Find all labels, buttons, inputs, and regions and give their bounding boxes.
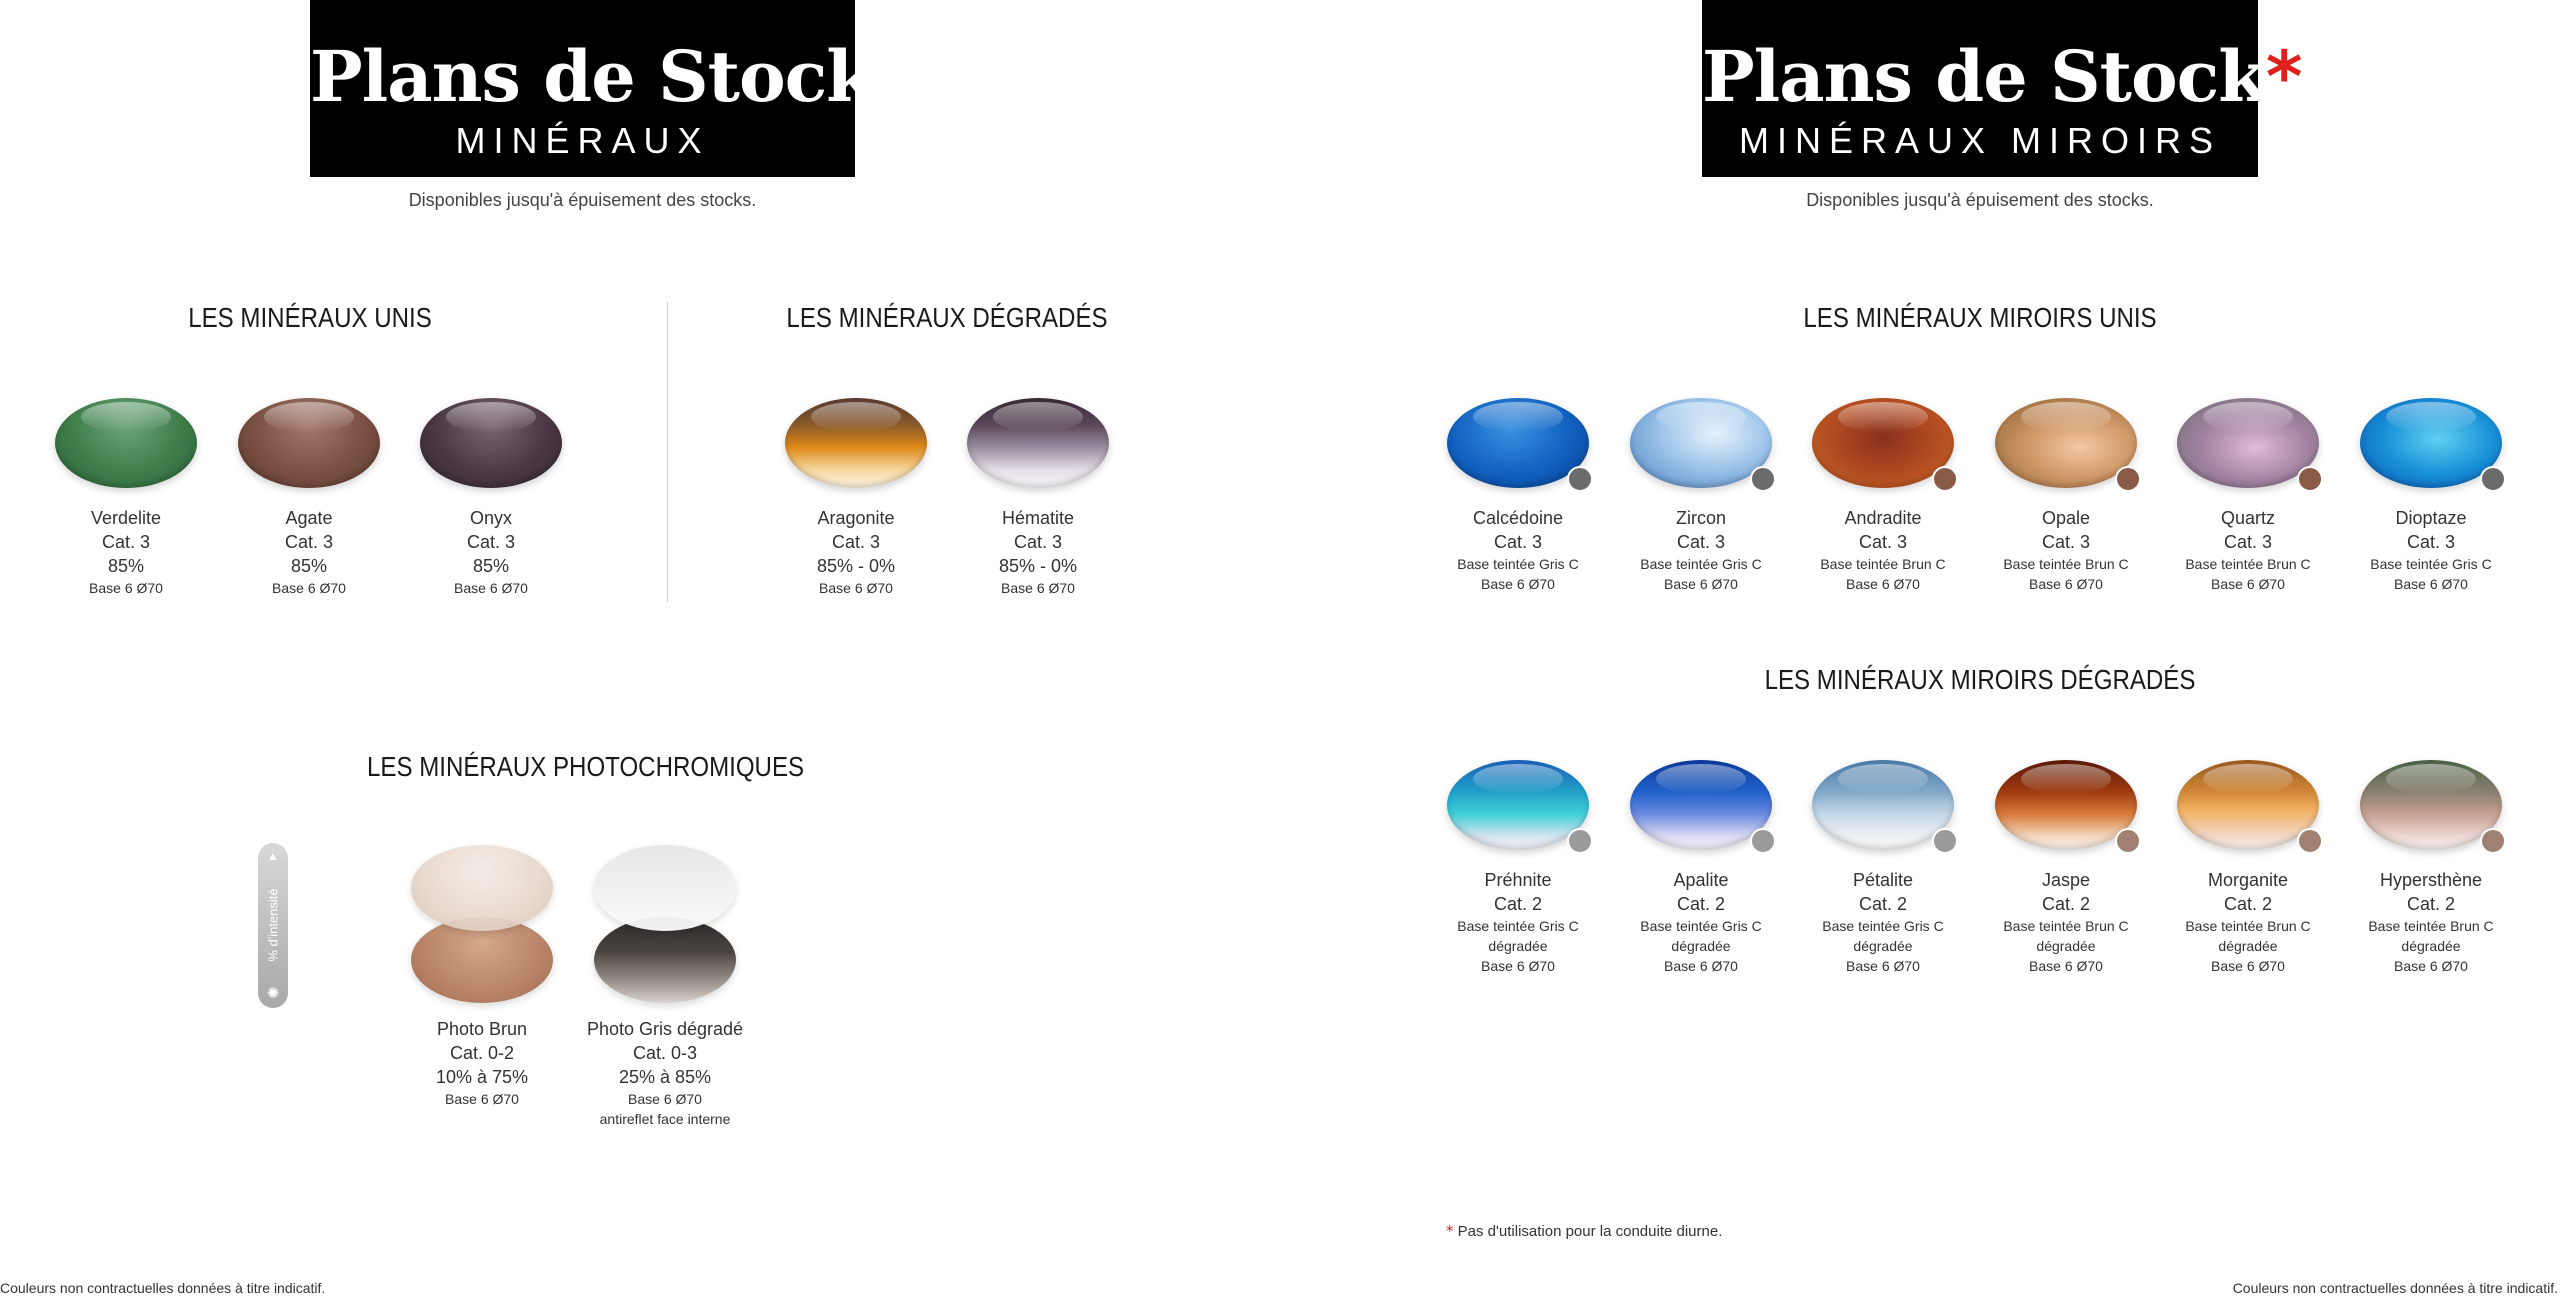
lens-extra: antireflet face interne [599,1111,731,1127]
base-tint-dot [2115,466,2141,492]
lens-item-verdelite [36,398,216,597]
lens-name: Dioptaze [2395,508,2467,528]
lens-swatch [2360,760,2502,850]
lens-base: Base 6 Ø70 [2029,958,2103,974]
lens-item-zircon [1611,398,1791,593]
lens-base: Base 6 Ø70 [2394,576,2468,592]
base-tint-dot [1932,466,1958,492]
lens-base: Base 6 Ø70 [2211,576,2285,592]
lens-percentage: 85% - 0% [998,556,1078,576]
lens-base-tint: Base teintée Gris C [2370,556,2492,572]
lens-name: Apalite [1673,870,1729,890]
lens-category: Cat. 3 [831,532,881,552]
lens-base: Base 6 Ø70 [819,580,893,596]
left-title-banner [310,0,874,177]
mirror-unis-title: LES MINÉRAUX MIROIRS UNIS [1803,302,2157,333]
lens-swatch [785,398,927,488]
lens-item-morganite [2158,760,2338,975]
lens-base: Base 6 Ø70 [1846,958,1920,974]
lens-name: Quartz [2220,508,2276,528]
intensity-slider-graphic [258,843,288,1008]
minerals-degrades-title: LES MINÉRAUX DÉGRADÉS [786,302,1108,333]
lens-base-tint: Base teintée Brun C [2368,918,2494,934]
photochromic-swatch [594,845,736,1005]
lens-name: Andradite [1844,508,1922,528]
lens-item-opale [1976,398,2156,593]
lens-percentage: 25% à 85% [618,1067,712,1087]
lens-category: Cat. 2 [1676,894,1726,914]
lens-base: Base 6 Ø70 [1664,958,1738,974]
left-banner-title: Plans de Stock [310,35,874,118]
lens-category: Cat. 3 [1493,532,1543,552]
base-tint-dot [2480,466,2506,492]
lens-base: Base 6 Ø70 [89,580,163,596]
lens-category: Cat. 3 [2223,532,2273,552]
left-footer-note: Couleurs non contractuelles données à titre indicatif. [0,1280,326,1296]
lens-base-tint: Base teintée Brun C [1820,556,1946,572]
lens-base: Base 6 Ø70 [454,580,528,596]
lens-item-photo-gris [575,845,755,1128]
lens-base-gradient: dégradée [2218,938,2278,954]
lens-item-petalite [1793,760,1973,975]
lens-base: Base 6 Ø70 [445,1091,519,1107]
lens-item-apalite [1611,760,1791,975]
lens-item-onyx [401,398,581,597]
lens-category: Cat. 3 [1013,532,1063,552]
lens-category: Cat. 3 [466,532,516,552]
asterisk-icon: * [1446,1222,1454,1240]
lens-item-agate [219,398,399,597]
lens-base: Base 6 Ø70 [2211,958,2285,974]
section-divider [667,302,668,602]
lens-name: Photo Gris dégradé [586,1019,744,1039]
lens-category: Cat. 3 [2406,532,2456,552]
lens-base: Base 6 Ø70 [272,580,346,596]
left-banner-subtitle: MINÉRAUX [455,120,710,161]
lens-name: Jaspe [2041,870,2091,890]
right-footer-note: Couleurs non contractuelles données à titre indicatif. [2232,1280,2558,1296]
lens-item-calcedoine [1428,398,1608,593]
lens-base-tint: Base teintée Gris C [1640,918,1762,934]
lens-swatch [1812,760,1954,850]
lens-name: Préhnite [1484,870,1552,890]
lens-name: Hypersthène [2379,870,2483,890]
lens-item-photo-brun [392,845,572,1108]
lens-percentage: 10% à 75% [435,1067,529,1087]
lens-light-state [411,845,553,931]
sun-icon: ✺ [266,985,280,1002]
lens-base-tint: Base teintée Gris C [1457,918,1579,934]
minerals-photochromic-title: LES MINÉRAUX PHOTOCHROMIQUES [367,751,805,782]
lens-item-prehnite [1428,760,1608,975]
base-tint-dot [2480,828,2506,854]
lens-category: Cat. 2 [1493,894,1543,914]
lens-item-quartz [2158,398,2338,593]
lens-base-tint: Base teintée Brun C [2185,556,2311,572]
lens-base-tint: Base teintée Brun C [2003,556,2129,572]
lens-swatch [2360,398,2502,488]
base-tint-dot [1750,466,1776,492]
lens-percentage: 85% - 0% [816,556,896,576]
lens-swatch [1630,760,1772,850]
lens-item-hypersthene [2341,760,2521,975]
lens-name: Verdelite [90,508,162,528]
lens-name: Pétalite [1852,870,1914,890]
lens-swatch [1995,398,2137,488]
lens-base-tint: Base teintée Gris C [1822,918,1944,934]
lens-base-gradient: dégradée [2401,938,2461,954]
lens-item-hematite [948,398,1128,597]
right-banner-title: Plans de Stock* [1702,35,2302,118]
base-tint-dot [1932,828,1958,854]
lens-swatch [1995,760,2137,850]
lens-base-gradient: dégradée [1853,938,1913,954]
lens-item-jaspe [1976,760,2156,975]
lens-percentage: 85% [107,556,145,576]
disclaimer-text: Pas d'utilisation pour la conduite diurne. [1457,1223,1723,1240]
lens-swatch [2177,760,2319,850]
arrow-up-icon: ▲ [267,849,279,863]
base-tint-dot [1567,466,1593,492]
base-tint-dot [2297,828,2323,854]
base-tint-dot [2115,828,2141,854]
lens-name: Zircon [1675,508,1726,528]
lens-category: Cat. 2 [2223,894,2273,914]
lens-base: Base 6 Ø70 [2394,958,2468,974]
lens-category: Cat. 3 [1858,532,1908,552]
lens-base-tint: Base teintée Gris C [1640,556,1762,572]
lens-category: Cat. 0-2 [449,1043,515,1063]
lens-base: Base 6 Ø70 [1001,580,1075,596]
lens-base: Base 6 Ø70 [1481,576,1555,592]
lens-item-aragonite [766,398,946,597]
lens-name: Onyx [469,508,512,528]
lens-category: Cat. 2 [2406,894,2456,914]
right-title-banner [1702,0,2302,177]
lens-swatch [1630,398,1772,488]
lens-base: Base 6 Ø70 [1664,576,1738,592]
lens-name: Opale [2041,508,2091,528]
minerals-unis-title: LES MINÉRAUX UNIS [188,302,432,333]
lens-base: Base 6 Ø70 [628,1091,702,1107]
lens-base: Base 6 Ø70 [1481,958,1555,974]
lens-base-gradient: dégradée [1671,938,1731,954]
lens-light-state [594,845,736,931]
lens-swatch [420,398,562,488]
base-tint-dot [1750,828,1776,854]
lens-category: Cat. 3 [101,532,151,552]
lens-base: Base 6 Ø70 [2029,576,2103,592]
lens-name: Photo Brun [436,1019,528,1039]
lens-base-tint: Base teintée Brun C [2185,918,2311,934]
lens-category: Cat. 3 [284,532,334,552]
lens-name: Aragonite [817,508,895,528]
lens-category: Cat. 2 [1858,894,1908,914]
lens-item-dioptaze [2341,398,2521,593]
lens-swatch [238,398,380,488]
lens-category: Cat. 2 [2041,894,2091,914]
right-banner-subtitle: MINÉRAUX MIROIRS [1738,120,2222,161]
slider-label: % d'intensité [265,888,281,962]
right-availability-note: Disponibles jusqu'à épuisement des stocks. [1806,190,2154,210]
left-availability-note: Disponibles jusqu'à épuisement des stocks. [408,190,757,210]
lens-swatch [1447,398,1589,488]
lens-category: Cat. 3 [2041,532,2091,552]
lens-name: Calcédoine [1472,508,1564,528]
asterisk-icon: * [2265,36,2302,118]
lens-base: Base 6 Ø70 [1846,576,1920,592]
daytime-driving-disclaimer [1446,1222,1722,1240]
lens-name: Hématite [1001,508,1075,528]
lens-swatch [1812,398,1954,488]
lens-swatch [2177,398,2319,488]
lens-base-gradient: dégradée [1488,938,1548,954]
lens-percentage: 85% [472,556,510,576]
lens-swatch [55,398,197,488]
lens-base-tint: Base teintée Brun C [2003,918,2129,934]
photochromic-swatch [411,845,553,1005]
lens-swatch [967,398,1109,488]
base-tint-dot [2297,466,2323,492]
lens-category: Cat. 0-3 [632,1043,698,1063]
lens-item-andradite [1793,398,1973,593]
lens-base-gradient: dégradée [2036,938,2096,954]
lens-name: Morganite [2207,870,2289,890]
lens-category: Cat. 3 [1676,532,1726,552]
lens-name: Agate [285,508,333,528]
base-tint-dot [1567,828,1593,854]
lens-base-tint: Base teintée Gris C [1457,556,1579,572]
lens-percentage: 85% [290,556,328,576]
lens-swatch [1447,760,1589,850]
mirror-degrades-title: LES MINÉRAUX MIROIRS DÉGRADÉS [1764,664,2196,695]
